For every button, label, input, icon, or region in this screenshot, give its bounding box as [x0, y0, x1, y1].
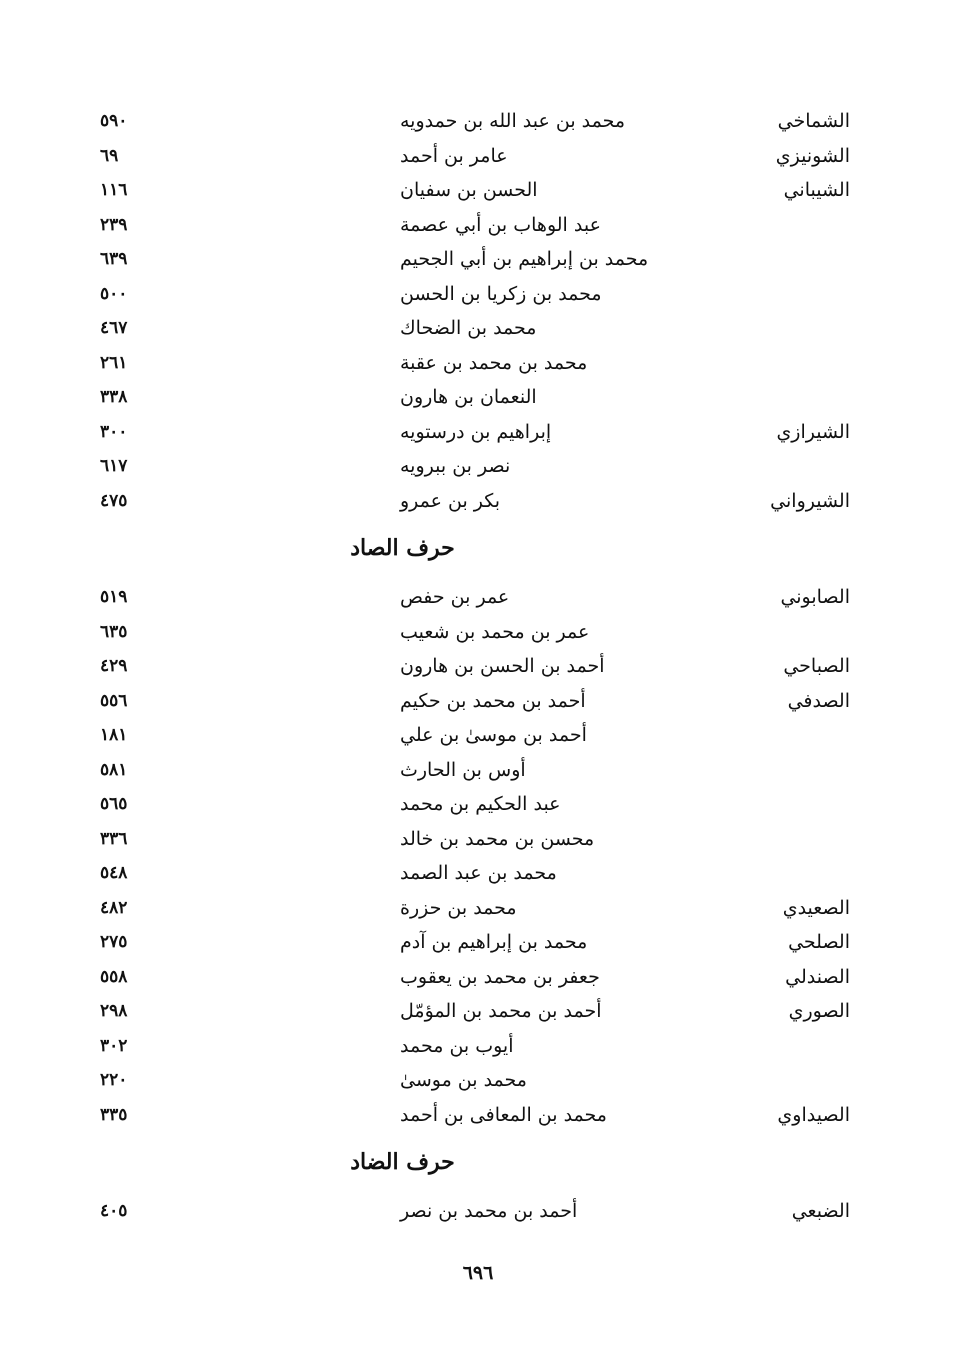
- index-entry-row: [100, 380, 850, 415]
- entry-number: ٤٧٥: [100, 490, 128, 511]
- index-entry-row: [100, 1063, 850, 1098]
- person-name: أحمد بن محمد بن حكيم: [400, 689, 586, 712]
- index-entry-row: [100, 173, 850, 208]
- nisba-label: الصوري: [788, 1000, 850, 1023]
- index-entry-row: [100, 346, 850, 381]
- index-entry-row: [100, 449, 850, 484]
- entry-number: ١١٦: [100, 180, 128, 201]
- nisba-label: الصلحي: [788, 931, 850, 954]
- entry-number: ٢٣٩: [100, 214, 128, 235]
- entry-number: ٦٣٩: [100, 249, 128, 270]
- page-number: ٦٩٦: [462, 1262, 494, 1284]
- index-entry-row: [100, 615, 850, 650]
- entry-number: ٥٨١: [100, 759, 128, 780]
- index-entry-row: [100, 787, 850, 822]
- entry-number: ٤٠٥: [100, 1201, 128, 1222]
- person-name: محمد بن عبد الصمد: [400, 862, 557, 885]
- person-name: أحمد بن الحسن بن هارون: [400, 655, 605, 678]
- entry-number: ٤٨٢: [100, 897, 128, 918]
- entry-number: ٤٦٧: [100, 318, 128, 339]
- person-name: نصر بن ببرويه: [400, 455, 511, 478]
- person-name: أحمد بن محمد بن المؤمّل: [400, 1000, 602, 1023]
- index-entry-row: [100, 1029, 850, 1064]
- person-name: محمد بن المعافى بن أحمد: [400, 1103, 607, 1126]
- index-entry-row: [100, 104, 850, 139]
- index-entry-row: [100, 925, 850, 960]
- nisba-label: الشماخي: [777, 110, 850, 133]
- entry-number: ٣٣٨: [100, 387, 128, 408]
- index-entry-row: [100, 649, 850, 684]
- index-entry-row: [100, 891, 850, 926]
- entry-number: ٦١٧: [100, 456, 128, 477]
- person-name: أحمد بن موسىٰ بن علي: [400, 724, 587, 747]
- index-entry-row: [100, 277, 850, 312]
- entry-number: ٤٢٩: [100, 656, 128, 677]
- index-entry-row: [100, 994, 850, 1029]
- person-name: عبد الحكيم بن محمد: [400, 793, 561, 816]
- index-entry-row: [100, 484, 850, 519]
- entry-number: ٦٣٥: [100, 621, 128, 642]
- nisba-label: الصيداوي: [777, 1103, 850, 1126]
- index-entry-row: [100, 242, 850, 277]
- person-name: محمد بن محمد بن عقبة: [400, 351, 588, 374]
- person-name: عبد الوهاب بن أبي عصمة: [400, 213, 601, 236]
- entry-number: ٥٠٠: [100, 283, 128, 304]
- nisba-label: الصدفي: [787, 689, 850, 712]
- person-name: النعمان بن هارون: [400, 386, 537, 409]
- entry-number: ٦٩: [100, 145, 119, 166]
- person-name: أحمد بن محمد بن نصر: [400, 1200, 578, 1223]
- entry-number: ٢٢٠: [100, 1070, 128, 1091]
- index-entry-row: [100, 139, 850, 174]
- person-name: عمر بن حفص: [400, 586, 510, 609]
- person-name: جعفر بن محمد بن يعقوب: [400, 965, 600, 988]
- person-name: عمر بن محمد بن شعيب: [400, 620, 590, 643]
- person-name: محمد بن موسىٰ: [400, 1069, 527, 1092]
- index-entry-row: [100, 580, 850, 615]
- nisba-label: الضبعي: [791, 1200, 850, 1223]
- entry-number: ١٨١: [100, 725, 128, 746]
- index-entry-row: [100, 311, 850, 346]
- person-name: محمد بن الضحاك: [400, 317, 537, 340]
- entry-number: ٢٦١: [100, 352, 128, 373]
- person-name: محمد بن إبراهيم بن آدم: [400, 931, 588, 954]
- nisba-label: الصندلي: [785, 965, 850, 988]
- index-entry-row: [100, 822, 850, 857]
- entry-number: ٢٩٨: [100, 1001, 128, 1022]
- person-name: محمد بن حزرة: [400, 896, 517, 919]
- index-entry-row: [100, 1098, 850, 1133]
- nisba-label: الشونيزي: [775, 144, 850, 167]
- person-name: محسن بن محمد بن خالد: [400, 827, 595, 850]
- index-entry-row: [100, 960, 850, 995]
- entry-number: ٥٤٨: [100, 863, 128, 884]
- section-heading: حرف الضاد: [350, 1149, 455, 1175]
- entry-number: ٥٥٨: [100, 966, 128, 987]
- section-heading: حرف الصاد: [350, 535, 455, 561]
- index-entry-row: [100, 684, 850, 719]
- nisba-label: الصعيدي: [782, 896, 850, 919]
- entry-number: ٣٣٥: [100, 1104, 128, 1125]
- entry-number: ٣٠٢: [100, 1035, 128, 1056]
- nisba-label: الصابوني: [780, 586, 850, 609]
- person-name: محمد بن إبراهيم بن أبي الجحيم: [400, 248, 649, 271]
- index-entry-row: [100, 415, 850, 450]
- person-name: بكر بن عمرو: [400, 489, 501, 512]
- index-entry-row: [100, 208, 850, 243]
- index-entry-row: [100, 753, 850, 788]
- person-name: أوس بن الحارث: [400, 758, 526, 781]
- person-name: محمد بن عبد الله بن حمدويه: [400, 110, 626, 133]
- entry-number: ٢٧٥: [100, 932, 128, 953]
- entry-number: ٣٠٠: [100, 421, 128, 442]
- entry-number: ٥٥٦: [100, 690, 128, 711]
- entry-number: ٥١٩: [100, 587, 128, 608]
- nisba-label: الشيباني: [783, 179, 850, 202]
- index-content: [100, 104, 850, 1229]
- index-entry-row: [100, 718, 850, 753]
- index-entry-row: [100, 856, 850, 891]
- person-name: إبراهيم بن درستويه: [400, 420, 552, 443]
- person-name: الحسن بن سفيان: [400, 179, 538, 202]
- person-name: عامر بن أحمد: [400, 144, 508, 167]
- entry-number: ٥٦٥: [100, 794, 128, 815]
- entry-number: ٥٩٠: [100, 111, 128, 132]
- entry-number: ٣٣٦: [100, 828, 128, 849]
- nisba-label: الشيرواني: [770, 489, 850, 512]
- person-name: أيوب بن محمد: [400, 1034, 514, 1057]
- index-entry-row: [100, 1194, 850, 1229]
- person-name: محمد بن زكريا بن الحسن: [400, 282, 602, 305]
- nisba-label: الصباحي: [783, 655, 850, 678]
- nisba-label: الشيرازي: [776, 420, 850, 443]
